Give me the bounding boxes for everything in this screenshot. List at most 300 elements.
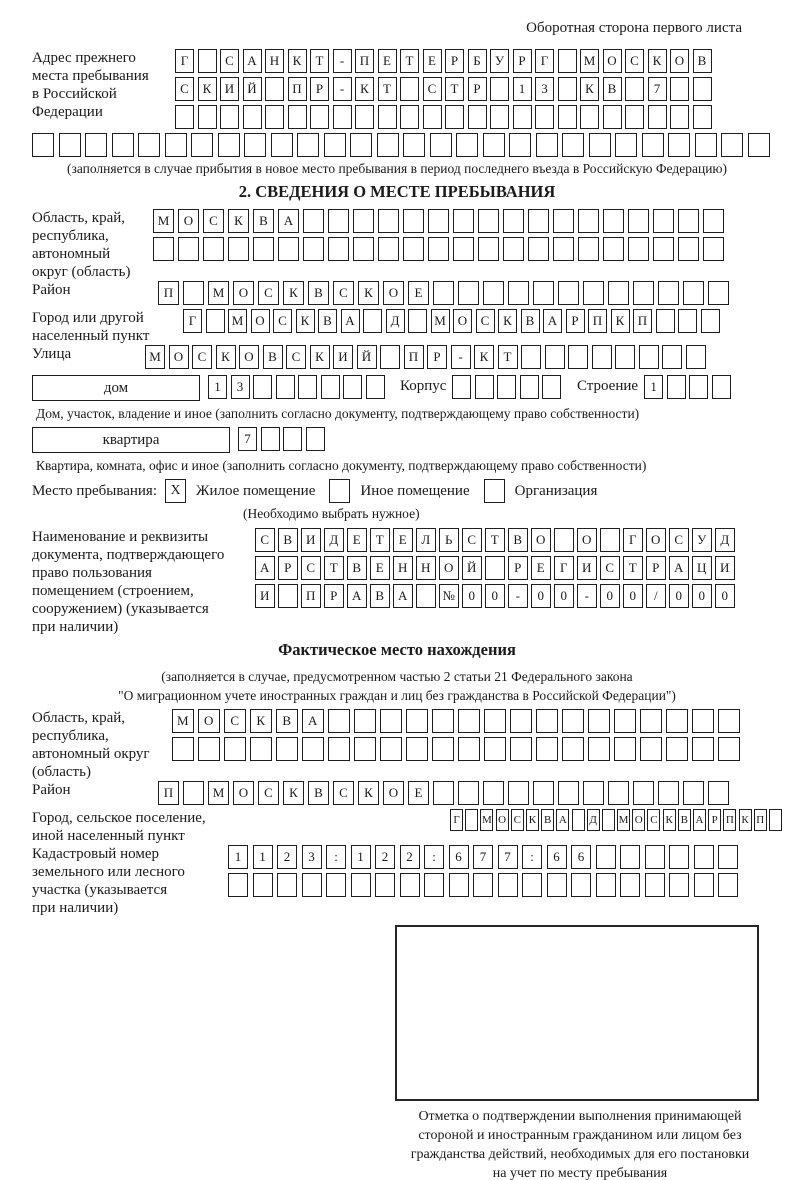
document-label [32, 528, 255, 636]
char-box [484, 737, 506, 761]
document-label-line: помещением (строением, [32, 583, 194, 599]
char-box: Р [566, 309, 585, 333]
char-box [191, 133, 213, 157]
char-box [350, 133, 372, 157]
char-box: Г [183, 309, 202, 333]
char-box [250, 737, 272, 761]
char-box [536, 709, 558, 733]
char-box: 0 [531, 584, 551, 608]
char-box: В [308, 281, 329, 305]
char-box: Т [370, 528, 390, 552]
char-box [670, 77, 689, 101]
char-box [633, 781, 654, 805]
char-box [353, 237, 374, 261]
char-box [615, 133, 637, 157]
fact-region-label-line: (область) [32, 764, 91, 780]
char-box [403, 237, 424, 261]
char-box [640, 737, 662, 761]
region-label-line: Область, край, [32, 210, 126, 226]
char-box [310, 105, 329, 129]
fact-region-boxrow-1 [172, 709, 744, 734]
char-box [620, 873, 640, 897]
char-box [535, 105, 554, 129]
char-box: С [203, 209, 224, 233]
char-box: Д [715, 528, 735, 552]
char-box: К [580, 77, 599, 101]
char-box: А [341, 309, 360, 333]
char-box [695, 133, 717, 157]
char-box [432, 709, 454, 733]
char-box [380, 345, 400, 369]
char-box: Е [423, 49, 442, 73]
char-box [423, 105, 442, 129]
char-box [603, 209, 624, 233]
char-box [718, 873, 738, 897]
char-box: - [577, 584, 597, 608]
char-box: П [288, 77, 307, 101]
char-box [628, 237, 649, 261]
char-box: / [646, 584, 666, 608]
char-box: 7 [473, 845, 493, 869]
char-box: М [480, 809, 493, 831]
char-box [568, 345, 588, 369]
char-box: Т [310, 49, 329, 73]
char-box: : [326, 845, 346, 869]
char-box [473, 873, 493, 897]
char-box: 1 [253, 845, 273, 869]
char-box: Д [587, 809, 600, 831]
street-boxrow [145, 345, 709, 370]
prev-address-boxrow-3 [175, 105, 715, 130]
char-box [600, 528, 620, 552]
char-box: Т [378, 77, 397, 101]
char-box [615, 345, 635, 369]
char-box: Д [324, 528, 344, 552]
char-box [693, 105, 712, 129]
char-box: Н [416, 556, 436, 580]
char-box: О [383, 281, 404, 305]
char-box: Т [623, 556, 643, 580]
char-box: Р [324, 584, 344, 608]
char-box [172, 737, 194, 761]
char-box: 3 [535, 77, 554, 101]
char-box [558, 105, 577, 129]
char-box: О [670, 49, 689, 73]
char-box: К [498, 309, 517, 333]
char-box [658, 281, 679, 305]
char-box [165, 133, 187, 157]
char-box [416, 584, 436, 608]
char-box: И [333, 345, 353, 369]
char-box: № [439, 584, 459, 608]
char-box [536, 133, 558, 157]
char-box: Т [498, 345, 518, 369]
char-box [528, 209, 549, 233]
char-box [596, 845, 616, 869]
char-box [614, 737, 636, 761]
char-box: С [286, 345, 306, 369]
district-section [32, 281, 762, 309]
char-box [378, 105, 397, 129]
stroenie-boxrow [644, 375, 734, 400]
char-box: Т [445, 77, 464, 101]
char-box: Т [324, 556, 344, 580]
char-box: С [220, 49, 239, 73]
char-box: 6 [449, 845, 469, 869]
char-box [645, 873, 665, 897]
char-box [533, 781, 554, 805]
char-box [218, 133, 240, 157]
actual-location-note [32, 667, 762, 705]
char-box: Р [708, 809, 721, 831]
stay-option-checkbox-other [329, 479, 350, 503]
char-box [553, 209, 574, 233]
char-box [669, 873, 689, 897]
char-box [303, 209, 324, 233]
char-box: С [511, 809, 524, 831]
char-box: : [424, 845, 444, 869]
prev-address-boxrow-1 [175, 49, 715, 74]
fact-city-section [32, 809, 765, 845]
char-box [614, 709, 636, 733]
char-box [528, 237, 549, 261]
char-box [554, 528, 574, 552]
char-box: К [358, 281, 379, 305]
confirmation-stamp-box [395, 925, 759, 1101]
char-box: М [580, 49, 599, 73]
document-label-line: при наличии) [32, 619, 119, 635]
page-side-note: Оборотная сторона первого листа [526, 20, 742, 36]
char-box [642, 133, 664, 157]
char-box [456, 133, 478, 157]
char-box [377, 133, 399, 157]
char-box: О [453, 309, 472, 333]
char-box [153, 237, 174, 261]
char-box: Р [445, 49, 464, 73]
char-box [497, 375, 516, 399]
char-box [645, 845, 665, 869]
char-box [639, 345, 659, 369]
char-box: О [577, 528, 597, 552]
char-box: Й [462, 556, 482, 580]
char-box [458, 281, 479, 305]
document-section [32, 528, 762, 636]
char-box: С [647, 809, 660, 831]
char-box: В [276, 709, 298, 733]
char-box [625, 105, 644, 129]
char-box: К [358, 781, 379, 805]
char-box [693, 77, 712, 101]
char-box [648, 105, 667, 129]
char-box [183, 781, 204, 805]
char-box: Р [310, 77, 329, 101]
char-box [265, 77, 284, 101]
char-box: К [283, 281, 304, 305]
char-box: Р [468, 77, 487, 101]
char-box: П [404, 345, 424, 369]
char-box [183, 281, 204, 305]
char-box: Б [468, 49, 487, 73]
stamp-note-line: на учет по месту пребывания [492, 1166, 668, 1180]
char-box: Ь [439, 528, 459, 552]
char-box: Р [278, 556, 298, 580]
prev-address-label-line: Федерации [32, 104, 103, 120]
char-box [712, 375, 731, 399]
char-box: М [431, 309, 450, 333]
stamp-note-line: Отметка о подтверждении выполнения принимающей [418, 1109, 742, 1124]
stay-place-label: Место пребывания: [32, 482, 157, 499]
char-box [430, 133, 452, 157]
char-box: 0 [669, 584, 689, 608]
prev-address-boxrow-2 [175, 77, 715, 102]
region-boxrow-2 [153, 237, 728, 262]
char-box [503, 237, 524, 261]
char-box [277, 873, 297, 897]
char-box: Е [408, 781, 429, 805]
char-box: К [526, 809, 539, 831]
char-box: М [153, 209, 174, 233]
stay-option-checkbox-residential: X [165, 479, 186, 503]
char-box [533, 281, 554, 305]
char-box [603, 237, 624, 261]
char-box: 3 [231, 375, 250, 399]
char-box: 1 [644, 375, 663, 399]
char-box [694, 873, 714, 897]
char-box: К [288, 49, 307, 73]
char-box: Г [450, 809, 463, 831]
prev-address-label-line: Адрес прежнего [32, 50, 136, 66]
char-box: О [169, 345, 189, 369]
char-box [428, 209, 449, 233]
char-box [433, 781, 454, 805]
char-box [668, 133, 690, 157]
char-box: А [243, 49, 262, 73]
char-box: Й [357, 345, 377, 369]
char-box: К [310, 345, 330, 369]
char-box: Е [347, 528, 367, 552]
char-box: О [239, 345, 259, 369]
char-box [328, 209, 349, 233]
char-box [445, 105, 464, 129]
char-box: К [250, 709, 272, 733]
stay-place-note: (Необходимо выбрать нужное) [243, 506, 420, 521]
char-box: О [198, 709, 220, 733]
char-box: К [663, 809, 676, 831]
char-box [175, 105, 194, 129]
fact-city-label-line: иной населенный пункт [32, 828, 185, 844]
char-box [243, 105, 262, 129]
stamp-note [368, 1107, 792, 1180]
apartment-note: Квартира, комната, офис и иное (заполнить согласно документу, подтверждающему право собственности) [36, 458, 647, 473]
char-box [465, 809, 478, 831]
fact-region-label-line: Область, край, [32, 710, 126, 726]
char-box: В [603, 77, 622, 101]
char-box: И [301, 528, 321, 552]
char-box: 2 [400, 845, 420, 869]
char-box [703, 209, 724, 233]
district-boxrow [158, 281, 733, 306]
char-box: М [145, 345, 165, 369]
char-box [485, 556, 505, 580]
char-box [708, 781, 729, 805]
char-box: П [588, 309, 607, 333]
char-box [403, 133, 425, 157]
char-box: С [462, 528, 482, 552]
char-box [432, 737, 454, 761]
document-label-line: документа, подтверждающего [32, 547, 225, 563]
fact-city-label-line: Город, сельское поселение, [32, 810, 206, 826]
char-box [351, 873, 371, 897]
char-box [278, 584, 298, 608]
char-box [484, 709, 506, 733]
korpus-label: Корпус [400, 378, 447, 394]
char-box: 1 [351, 845, 371, 869]
char-box [328, 709, 350, 733]
char-box: О [383, 781, 404, 805]
char-box: В [678, 809, 691, 831]
char-box: 7 [648, 77, 667, 101]
char-box [510, 709, 532, 733]
region-label-line: округ (область) [32, 264, 131, 280]
char-box [178, 237, 199, 261]
char-box: В [347, 556, 367, 580]
char-box [328, 237, 349, 261]
char-box: - [333, 77, 352, 101]
char-box [380, 709, 402, 733]
char-box [521, 345, 541, 369]
char-box [265, 105, 284, 129]
char-box [253, 873, 273, 897]
cadastre-section [32, 845, 762, 917]
char-box [608, 281, 629, 305]
cadastre-label [32, 845, 228, 917]
char-box: К [283, 781, 304, 805]
document-boxrow-2 [255, 556, 738, 581]
char-box: С [600, 556, 620, 580]
char-box [253, 237, 274, 261]
char-box: О [439, 556, 459, 580]
prev-address-label [32, 49, 175, 121]
char-box: М [228, 309, 247, 333]
char-box: А [693, 809, 706, 831]
char-box: К [216, 345, 236, 369]
document-boxrow-3 [255, 584, 738, 609]
stay-place-row [32, 479, 762, 503]
char-box: 1 [513, 77, 532, 101]
char-box: А [543, 309, 562, 333]
char-box [583, 781, 604, 805]
char-box: В [541, 809, 554, 831]
char-box: О [632, 809, 645, 831]
char-box: В [693, 49, 712, 73]
char-box [542, 375, 561, 399]
char-box [718, 845, 738, 869]
char-box [703, 237, 724, 261]
char-box: П [158, 781, 179, 805]
section2-title: 2. СВЕДЕНИЯ О МЕСТЕ ПРЕБЫВАНИЯ [238, 182, 556, 201]
char-box: 2 [375, 845, 395, 869]
char-box [288, 105, 307, 129]
char-box: Е [531, 556, 551, 580]
char-box [203, 237, 224, 261]
char-box [666, 709, 688, 733]
char-box: П [754, 809, 767, 831]
char-box [453, 237, 474, 261]
char-box: О [603, 49, 622, 73]
stay-option-checkbox-organization [484, 479, 505, 503]
char-box [138, 133, 160, 157]
char-box: Е [408, 281, 429, 305]
char-box: Г [535, 49, 554, 73]
char-box: К [474, 345, 494, 369]
char-box [458, 737, 480, 761]
char-box: И [255, 584, 275, 608]
char-box: С [333, 281, 354, 305]
char-box [378, 209, 399, 233]
char-box: У [490, 49, 509, 73]
char-box [302, 737, 324, 761]
char-box [678, 309, 697, 333]
char-box [220, 105, 239, 129]
char-box [656, 309, 675, 333]
char-box: С [423, 77, 442, 101]
char-box: 1 [228, 845, 248, 869]
char-box [708, 281, 729, 305]
char-box: 6 [571, 845, 591, 869]
char-box [653, 209, 674, 233]
region-label-line: республика, [32, 228, 109, 244]
char-box: И [715, 556, 735, 580]
prev-address-label-line: в Российской [32, 86, 117, 102]
char-box [343, 375, 362, 399]
char-box [324, 133, 346, 157]
char-box [400, 873, 420, 897]
char-box [378, 237, 399, 261]
char-box [658, 781, 679, 805]
char-box: Е [370, 556, 390, 580]
char-box [562, 709, 584, 733]
char-box [261, 427, 280, 451]
char-box [592, 345, 612, 369]
char-box [303, 237, 324, 261]
char-box [653, 237, 674, 261]
document-label-line: Наименование и реквизиты [32, 529, 209, 545]
char-box: - [508, 584, 528, 608]
char-box [670, 105, 689, 129]
char-box: П [301, 584, 321, 608]
apartment-row [32, 427, 762, 455]
char-box [276, 737, 298, 761]
char-box [522, 873, 542, 897]
char-box [490, 105, 509, 129]
char-box [520, 375, 539, 399]
char-box: А [669, 556, 689, 580]
char-box [406, 737, 428, 761]
char-box: О [646, 528, 666, 552]
char-box: Е [378, 49, 397, 73]
char-box: Р [513, 49, 532, 73]
house-type-box: дом [32, 375, 200, 401]
char-box: Ц [692, 556, 712, 580]
city-label-line: населенный пункт [32, 328, 150, 344]
char-box [508, 781, 529, 805]
char-box: - [451, 345, 471, 369]
char-box [424, 873, 444, 897]
char-box [302, 873, 322, 897]
document-label-line: право пользования [32, 565, 152, 581]
char-box [748, 133, 770, 157]
char-box: Н [265, 49, 284, 73]
